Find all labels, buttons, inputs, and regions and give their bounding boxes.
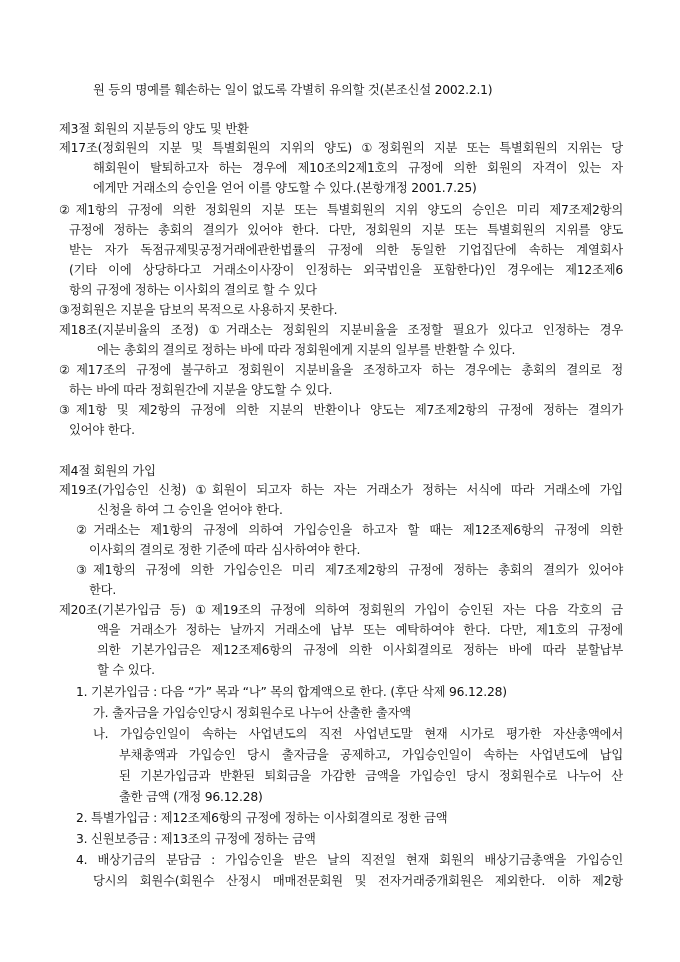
item-1-sub-b-line: 나. 가입승인일이 속하는 사업년도의 직전 사업년도말 현재 시가로 평가한 자산총액에서 [93, 727, 623, 741]
article-20-line: 제20조(기본가입금 등) ①제19조의 규정에 의하여 정회원의 가입이 승인된 자는 다음 각호의 금 [59, 603, 623, 617]
article-20-line: 할 수 있다. [97, 663, 155, 677]
article-17-line: 해회원이 탈퇴하고자 하는 경우에 제10조의2제1호의 규정에 의한 회원의 자격이 있는 자 [93, 161, 623, 175]
item-1-line: 1. 기본가입금 : 다음 “가” 목과 “나” 목의 합계액으로 한다. (후단 삭제 96.12.28) [76, 685, 507, 699]
text-line: 원 등의 명예를 훼손하는 일이 없도록 각별히 유의할 것(본조신설 2002.2.1) [93, 83, 493, 97]
article-19-line: 신청을 하여 그 승인을 얻어야 한다. [97, 503, 283, 517]
item-3-line: 3. 신원보증금 : 제13조의 규정에 정하는 금액 [76, 832, 316, 846]
item-4-line: 4. 배상기금의 분담금 : 가입승인을 받은 날의 직전일 현재 회원의 배상기금총액을 가입승인 [76, 853, 623, 867]
article-17-line: 제17조(정회원의 지분 및 특별회원의 지위의 양도) ①정회원의 지분 또는 특별회원의 지위는 당 [59, 141, 623, 155]
article-19-para3-line: ③제1항의 규정에 의한 가입승인은 미리 제7조제2항의 규정에 정하는 총회의 결의가 있어야 [76, 563, 623, 577]
article-17-para2-line: 항의 규정에 정하는 이사회의 결의로 할 수 있다 [69, 283, 317, 297]
item-1-sub-b-line: 출한 금액 (개정 96.12.28) [119, 790, 263, 804]
article-18-para2-line: ②제17조의 규정에 불구하고 정회원이 지분비율을 조정하고자 하는 경우에는 총회의 결의로 정 [59, 363, 623, 377]
item-1-sub-b-line: 부채총액과 가입승인 당시 출자금을 공제하고, 가입승인일이 속하는 사업년도에 납입 [119, 748, 623, 762]
article-17-para2-line: 규정에 정하는 총회의 결의가 있어야 한다. 다만, 정회원의 지분 또는 특별회원의 지위를 양도 [69, 223, 623, 237]
item-1-sub-b-line: 된 기본가입금과 반환된 퇴회금을 가감한 금액을 가입승인 당시 정회원수로 나누어 산 [119, 769, 623, 783]
article-18-para3-line: ③제1항 및 제2항의 규정에 의한 지분의 반환이나 양도는 제7조제2항의 규정에 정하는 결의가 [59, 403, 623, 417]
section-heading: 제3절 회원의 지분등의 양도 및 반환 [59, 122, 249, 136]
article-17-line: 에게만 거래소의 승인을 얻어 이를 양도할 수 있다.(본항개정 2001.7.25) [93, 181, 477, 195]
article-17-para2-line: ②제1항의 규정에 의한 정회원의 지분 또는 특별회원의 지위 양도의 승인은 미리 제7조제2항의 [59, 203, 623, 217]
article-18-para2-line: 하는 바에 따라 정회원간에 지분을 양도할 수 있다. [69, 383, 333, 397]
article-20-line: 의한 기본가입금은 제12조제6항의 규정에 의한 이사회결의로 정하는 바에 따라 분할납부 [97, 643, 623, 657]
article-19-para3-line: 한다. [89, 583, 117, 597]
article-18-para3-line: 있어야 한다. [69, 423, 135, 437]
article-17-para3-line: ③정회원은 지분을 담보의 목적으로 사용하지 못한다. [59, 303, 338, 317]
article-19-line: 제19조(가입승인 신청) ①회원이 되고자 하는 자는 거래소가 정하는 서식에 따라 거래소에 가입 [59, 483, 623, 497]
item-4-line: 당시의 회원수(회원수 산정시 매매전문회원 및 전자거래중개회원은 제외한다. 이하 제2항 [93, 874, 623, 888]
section-heading: 제4절 회원의 가입 [59, 464, 156, 478]
article-18-line: 에는 총회의 결의로 정하는 바에 따라 정회원에게 지분의 일부를 반환할 수 있다. [97, 343, 516, 357]
article-19-para2-line: ②거래소는 제1항의 규정에 의하여 가입승인을 하고자 할 때는 제12조제6항의 규정에 의한 [76, 523, 623, 537]
article-19-para2-line: 이사회의 결의로 정한 기준에 따라 심사하여야 한다. [89, 543, 361, 557]
article-17-para2-line: 받는 자가 독점규제및공정거래에관한법률의 규정에 의한 동일한 기업집단에 속하는 계열회사 [69, 243, 623, 257]
item-1-sub-a-line: 가. 출자금을 가입승인당시 정회원수로 나누어 산출한 출자액 [93, 706, 411, 720]
item-2-line: 2. 특별가입금 : 제12조제6항의 규정에 정하는 이사회결의로 정한 금액 [76, 811, 448, 825]
article-18-line: 제18조(지분비율의 조정) ①거래소는 정회원의 지분비율을 조정할 필요가 있다고 인정하는 경우 [59, 323, 623, 337]
article-17-para2-line: (기타 이에 상당하다고 거래소이사장이 인정하는 외국법인을 포함한다)인 경우에는 제12조제6 [69, 263, 623, 277]
article-20-line: 액을 거래소가 정하는 날까지 거래소에 납부 또는 예탁하여야 한다. 다만, 제1호의 규정에 [97, 623, 623, 637]
